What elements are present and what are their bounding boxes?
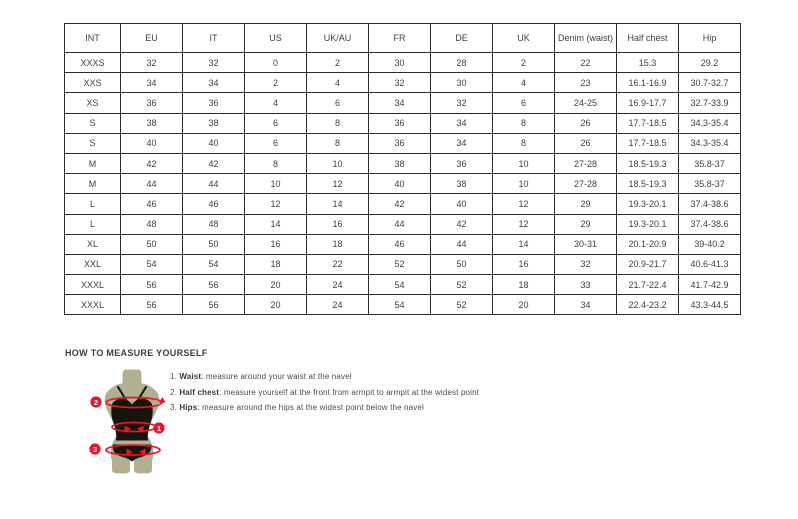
column-header: Half chest — [617, 24, 679, 53]
size-cell: 20 — [245, 275, 307, 295]
size-cell: 8 — [307, 113, 369, 133]
size-cell: 32 — [369, 73, 431, 93]
size-row — [65, 153, 741, 173]
svg-text:3: 3 — [92, 444, 98, 454]
size-cell: 54 — [369, 295, 431, 315]
size-cell: 2 — [307, 53, 369, 73]
svg-text:2: 2 — [93, 397, 99, 407]
size-cell: 46 — [121, 194, 183, 214]
size-cell: 40.6-41.3 — [679, 254, 741, 274]
size-cell: 32 — [183, 53, 245, 73]
size-cell: 52 — [369, 254, 431, 274]
size-cell: 34.3-35.4 — [679, 133, 741, 153]
size-cell: 27-28 — [555, 153, 617, 173]
swimsuit-top — [111, 399, 152, 441]
size-cell: 34 — [369, 93, 431, 113]
size-cell: 34.3-35.4 — [679, 113, 741, 133]
size-cell: L — [65, 214, 121, 234]
size-cell: S — [65, 113, 121, 133]
size-cell: 42 — [369, 194, 431, 214]
size-cell: 36 — [183, 93, 245, 113]
size-cell: 54 — [121, 254, 183, 274]
measure-step: 2. Half chest: measure yourself at the front from armpit to armpit at the widest point — [170, 387, 480, 397]
size-cell: 40 — [183, 133, 245, 153]
size-cell: 48 — [121, 214, 183, 234]
how-to-measure-heading: HOW TO MEASURE YOURSELF — [65, 348, 208, 358]
size-cell: 56 — [121, 275, 183, 295]
size-cell: 32 — [431, 93, 493, 113]
size-cell: 18 — [245, 254, 307, 274]
size-cell: 48 — [183, 214, 245, 234]
size-cell: 10 — [493, 153, 555, 173]
size-row — [65, 73, 741, 93]
size-cell: 6 — [245, 113, 307, 133]
size-cell: 4 — [307, 73, 369, 93]
size-cell: 41.7-42.9 — [679, 275, 741, 295]
size-cell: 35.8-37 — [679, 153, 741, 173]
size-cell: XXXS — [65, 53, 121, 73]
waist-marker-badge — [153, 422, 164, 433]
size-cell: 2 — [493, 53, 555, 73]
size-cell: 19.3-20.1 — [617, 214, 679, 234]
column-header: Denim (waist) — [555, 24, 617, 53]
size-cell: 38 — [431, 174, 493, 194]
size-cell: 38 — [183, 113, 245, 133]
size-cell: 33 — [555, 275, 617, 295]
half-chest-marker-badge — [90, 396, 101, 407]
size-cell: 44 — [369, 214, 431, 234]
size-cell: 12 — [493, 194, 555, 214]
size-cell: 50 — [183, 234, 245, 254]
size-cell: L — [65, 194, 121, 214]
size-cell: 26 — [555, 113, 617, 133]
size-cell: 12 — [307, 174, 369, 194]
size-cell: XS — [65, 93, 121, 113]
size-cell: 40 — [431, 194, 493, 214]
size-cell: 26 — [555, 133, 617, 153]
size-cell: 12 — [493, 214, 555, 234]
size-row — [65, 275, 741, 295]
size-cell: 14 — [493, 234, 555, 254]
size-cell: 8 — [493, 113, 555, 133]
size-cell: 35.8-37 — [679, 174, 741, 194]
size-cell: 44 — [183, 174, 245, 194]
size-cell: 22 — [555, 53, 617, 73]
size-cell: 15.3 — [617, 53, 679, 73]
size-cell: 36 — [121, 93, 183, 113]
size-cell: 22.4-23.2 — [617, 295, 679, 315]
size-cell: 4 — [245, 93, 307, 113]
size-row — [65, 254, 741, 274]
size-cell: 14 — [245, 214, 307, 234]
size-cell: 18.5-19.3 — [617, 153, 679, 173]
measure-step: 1. Waist: measure around your waist at the navel — [170, 372, 352, 381]
size-cell: 0 — [245, 53, 307, 73]
size-cell: S — [65, 133, 121, 153]
size-cell: M — [65, 153, 121, 173]
size-cell: 54 — [183, 254, 245, 274]
column-header: EU — [121, 24, 183, 53]
size-cell: 42 — [431, 214, 493, 234]
size-cell: 36 — [431, 153, 493, 173]
size-cell: 17.7-18.5 — [617, 133, 679, 153]
size-cell: 20 — [245, 295, 307, 315]
size-cell: XXXL — [65, 275, 121, 295]
size-cell: 50 — [121, 234, 183, 254]
size-cell: 17.7-18.5 — [617, 113, 679, 133]
size-cell: 29 — [555, 194, 617, 214]
size-cell: 18.5-19.3 — [617, 174, 679, 194]
measure-steps — [170, 372, 479, 419]
column-header: DE — [431, 24, 493, 53]
size-cell: 29 — [555, 214, 617, 234]
size-cell: 56 — [121, 295, 183, 315]
size-cell: 2 — [245, 73, 307, 93]
size-cell: 36 — [369, 133, 431, 153]
size-row — [65, 174, 741, 194]
size-cell: 18 — [307, 234, 369, 254]
size-cell: 34 — [183, 73, 245, 93]
size-cell: 39-40.2 — [679, 234, 741, 254]
size-cell: 36 — [369, 113, 431, 133]
size-cell: 28 — [431, 53, 493, 73]
size-cell: XL — [65, 234, 121, 254]
column-header: UK/AU — [307, 24, 369, 53]
size-cell: 42 — [121, 153, 183, 173]
size-cell: 30-31 — [555, 234, 617, 254]
size-cell: 52 — [431, 295, 493, 315]
size-cell: 8 — [493, 133, 555, 153]
size-cell: 32.7-33.9 — [679, 93, 741, 113]
size-cell: 18 — [493, 275, 555, 295]
size-cell: 30 — [431, 73, 493, 93]
size-cell: 19.3-20.1 — [617, 194, 679, 214]
size-cell: 16.9-17.7 — [617, 93, 679, 113]
size-cell: 16.1-16.9 — [617, 73, 679, 93]
size-cell: 38 — [121, 113, 183, 133]
size-chart-table — [64, 23, 741, 315]
size-cell: 20 — [493, 295, 555, 315]
size-cell: 8 — [245, 153, 307, 173]
size-cell: 6 — [307, 93, 369, 113]
size-cell: 38 — [369, 153, 431, 173]
column-header: UK — [493, 24, 555, 53]
column-header: FR — [369, 24, 431, 53]
size-cell: 30.7-32.7 — [679, 73, 741, 93]
size-cell: 32 — [121, 53, 183, 73]
size-row — [65, 53, 741, 73]
size-cell: 6 — [493, 93, 555, 113]
size-cell: 10 — [307, 153, 369, 173]
size-cell: 6 — [245, 133, 307, 153]
size-cell: XXL — [65, 254, 121, 274]
size-cell: 29.2 — [679, 53, 741, 73]
size-chart-header-row — [65, 24, 741, 53]
hips-marker-badge — [89, 443, 100, 454]
size-cell: 23 — [555, 73, 617, 93]
size-cell: 30 — [369, 53, 431, 73]
column-header: IT — [183, 24, 245, 53]
size-row — [65, 214, 741, 234]
size-cell: 8 — [307, 133, 369, 153]
size-cell: 27-28 — [555, 174, 617, 194]
column-header: Hip — [679, 24, 741, 53]
size-cell: 24 — [307, 275, 369, 295]
size-cell: 12 — [245, 194, 307, 214]
size-cell: 54 — [369, 275, 431, 295]
size-cell: 46 — [183, 194, 245, 214]
size-cell: 4 — [493, 73, 555, 93]
column-header: INT — [65, 24, 121, 53]
size-cell: 22 — [307, 254, 369, 274]
size-cell: 34 — [431, 133, 493, 153]
size-row — [65, 194, 741, 214]
size-cell: M — [65, 174, 121, 194]
size-cell: 32 — [555, 254, 617, 274]
size-cell: 40 — [369, 174, 431, 194]
size-cell: 24-25 — [555, 93, 617, 113]
size-cell: 16 — [245, 234, 307, 254]
size-cell: 20.1-20.9 — [617, 234, 679, 254]
size-cell: 40 — [121, 133, 183, 153]
column-header: US — [245, 24, 307, 53]
size-cell: 50 — [431, 254, 493, 274]
size-cell: 44 — [121, 174, 183, 194]
size-cell: 10 — [245, 174, 307, 194]
size-cell: 56 — [183, 295, 245, 315]
size-cell: 16 — [493, 254, 555, 274]
size-cell: 14 — [307, 194, 369, 214]
size-row — [65, 113, 741, 133]
size-cell: 46 — [369, 234, 431, 254]
size-row — [65, 93, 741, 113]
size-cell: 43.3-44.5 — [679, 295, 741, 315]
size-cell: XXXL — [65, 295, 121, 315]
size-cell: 16 — [307, 214, 369, 234]
size-cell: 56 — [183, 275, 245, 295]
size-cell: 20.9-21.7 — [617, 254, 679, 274]
size-row — [65, 295, 741, 315]
size-cell: 44 — [431, 234, 493, 254]
size-cell: 34 — [555, 295, 617, 315]
size-cell: 21.7-22.4 — [617, 275, 679, 295]
measure-step: 3. Hips: measure around the hips at the widest point below the navel — [170, 403, 424, 413]
size-chart-body — [65, 53, 741, 315]
svg-text:1: 1 — [156, 423, 162, 433]
size-cell: 42 — [183, 153, 245, 173]
size-cell: 24 — [307, 295, 369, 315]
size-row — [65, 234, 741, 254]
size-cell: 34 — [121, 73, 183, 93]
size-cell: 37.4-38.6 — [679, 214, 741, 234]
size-cell: XXS — [65, 73, 121, 93]
size-cell: 52 — [431, 275, 493, 295]
size-cell: 34 — [431, 113, 493, 133]
size-row — [65, 133, 741, 153]
size-cell: 37.4-38.6 — [679, 194, 741, 214]
size-cell: 10 — [493, 174, 555, 194]
